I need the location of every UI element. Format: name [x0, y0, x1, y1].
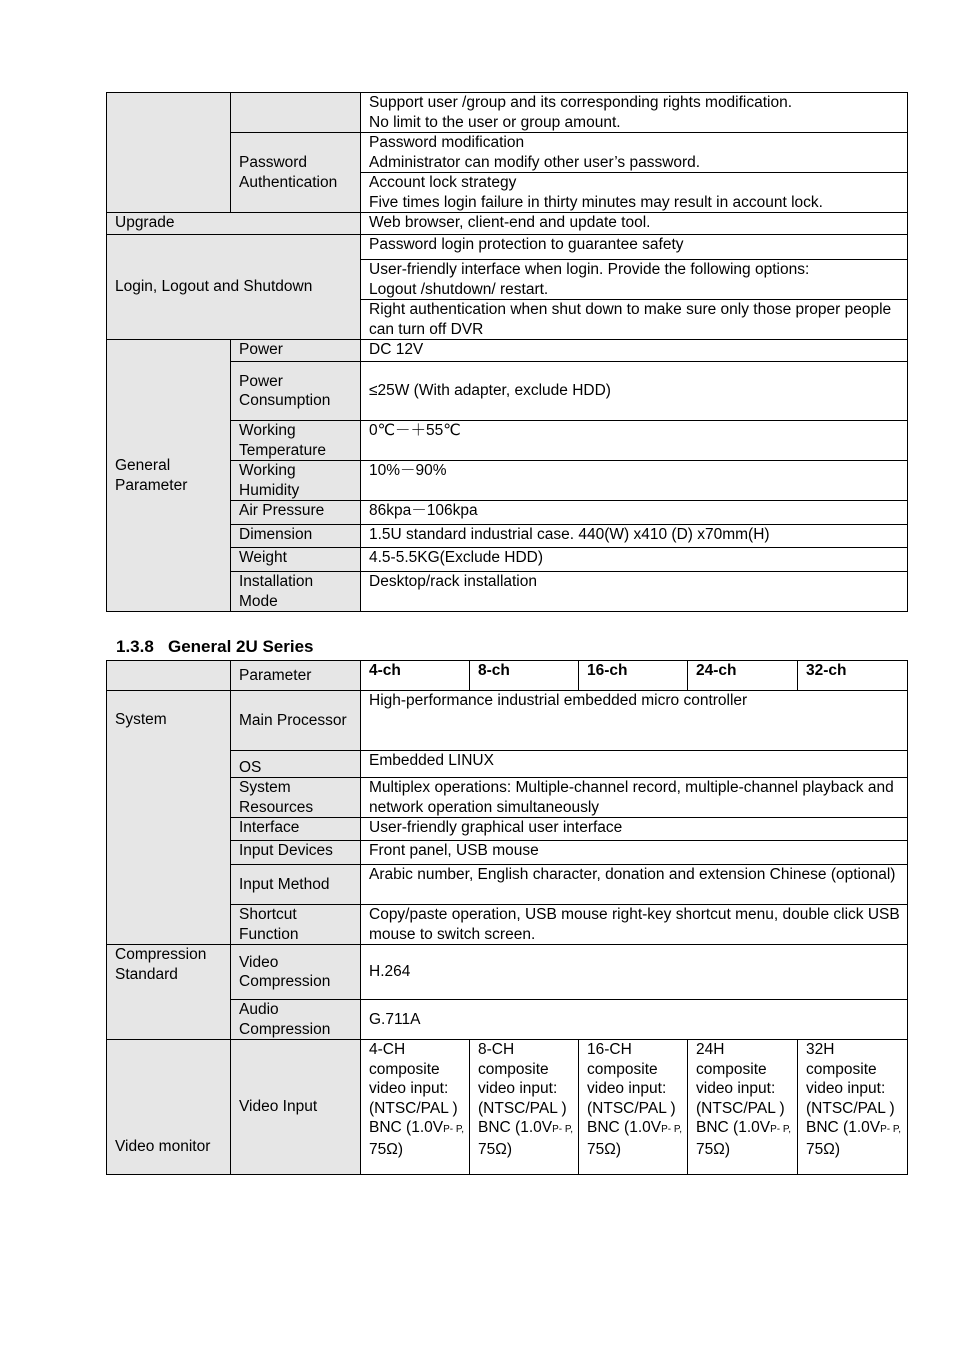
param-working-humidity: Working Humidity: [231, 461, 361, 501]
vi-tail: 75Ω): [478, 1140, 512, 1158]
spec-table-2u: [106, 660, 908, 1175]
vi-main: 24H composite video input: (NTSC/PAL ) BNC (1.0V: [696, 1041, 785, 1136]
param-power: Power: [231, 340, 361, 362]
lock-line-1: Account lock strategy: [369, 174, 517, 191]
upgrade-value: Web browser, client-end and update tool.: [361, 213, 908, 235]
header-channel: 24-ch: [688, 661, 798, 691]
header-channel: 4-ch: [361, 661, 470, 691]
user-group-line-1: Support user /group and its corresponding rights modification.: [369, 94, 793, 111]
general-parameter-label: General Parameter: [107, 340, 231, 612]
vi-tail: 75Ω): [369, 1140, 403, 1158]
value-os: Embedded LINUX: [361, 751, 908, 778]
vi-tail: 75Ω): [806, 1140, 840, 1158]
header-parameter: Parameter: [231, 661, 361, 691]
user-group-line-2: No limit to the user or group amount.: [369, 113, 621, 131]
vi-main: 16-CH composite video input: (NTSC/PAL ) BNC (1.0V: [587, 1041, 676, 1136]
param-main-processor: Main Processor: [231, 691, 361, 751]
login-value-2: [361, 260, 908, 300]
param-audio-compression: Audio Compression: [231, 1000, 361, 1040]
vi-sub: P- P,: [443, 1124, 465, 1135]
login-line-2a: User-friendly interface when login. Provide the following options:: [369, 261, 810, 278]
value-video-compression: H.264: [361, 945, 908, 1000]
value-system-resources: Multiplex operations: Multiple-channel record, multiple-channel playback and network operation simultaneously: [361, 778, 908, 818]
section-heading: 1.3.8 General 2U Series: [116, 637, 314, 656]
value-audio-compression: G.711A: [361, 1000, 908, 1040]
header-channel: 32-ch: [798, 661, 908, 691]
param-interface: Interface: [231, 818, 361, 841]
value-working-humidity: 10%－90%: [361, 461, 908, 501]
system-label: System: [107, 691, 231, 945]
header-channel: 8-ch: [470, 661, 579, 691]
value-installation-mode: Desktop/rack installation: [361, 572, 908, 612]
param-installation-mode: Installation Mode: [231, 572, 361, 612]
header-empty-cell: [107, 661, 231, 691]
value-main-processor: High-performance industrial embedded micro controller: [361, 691, 908, 751]
login-line-2b: Logout /shutdown/ restart.: [369, 280, 549, 298]
video-input-16ch: [579, 1040, 688, 1175]
login-logout-shutdown-label: Login, Logout and Shutdown: [107, 235, 361, 340]
value-air-pressure: 86kpa－106kpa: [361, 501, 908, 525]
vi-sub: P- P,: [552, 1124, 574, 1135]
vi-main: 32H composite video input: (NTSC/PAL ) BNC (1.0V: [806, 1041, 895, 1136]
param-working-temperature: Working Temperature: [231, 421, 361, 461]
login-value-1: Password login protection to guarantee safety: [361, 235, 908, 260]
vi-tail: 75Ω): [587, 1140, 621, 1158]
value-weight: 4.5-5.5KG(Exclude HDD): [361, 548, 908, 572]
value-working-temperature: 0℃－＋55℃: [361, 421, 908, 461]
param-video-compression: Video Compression: [231, 945, 361, 1000]
video-input-8ch: [470, 1040, 579, 1175]
video-input-4ch: [361, 1040, 470, 1175]
account-lock-cell: [361, 173, 908, 213]
lock-line-2: Five times login failure in thirty minutes may result in account lock.: [369, 193, 823, 211]
param-dimension: Dimension: [231, 525, 361, 548]
user-group-cell: [361, 93, 908, 133]
spec-table-1u: [106, 92, 908, 612]
param-air-pressure: Air Pressure: [231, 501, 361, 525]
password-authentication-label: Password Authentication: [231, 133, 361, 213]
video-monitor-label: Video monitor: [107, 1040, 231, 1175]
param-power-consumption: Power Consumption: [231, 362, 361, 421]
value-input-method: Arabic number, English character, donation and extension Chinese (optional): [361, 865, 908, 905]
param-input-method: Input Method: [231, 865, 361, 905]
value-power-consumption: ≤25W (With adapter, exclude HDD): [361, 362, 908, 421]
video-input-24ch: [688, 1040, 798, 1175]
param-shortcut-function: Shortcut Function: [231, 905, 361, 945]
vi-main: 4-CH composite video input: (NTSC/PAL ) BNC (1.0V: [369, 1041, 458, 1136]
header-channel: 16-ch: [579, 661, 688, 691]
value-power: DC 12V: [361, 340, 908, 362]
vi-sub: P- P,: [661, 1124, 683, 1135]
empty-category-cell: [107, 93, 231, 213]
param-video-input: Video Input: [231, 1040, 361, 1175]
value-interface: User-friendly graphical user interface: [361, 818, 908, 841]
empty-param-cell: [231, 93, 361, 133]
password-modification-cell: [361, 133, 908, 173]
value-dimension: 1.5U standard industrial case. 440(W) x410 (D) x70mm(H): [361, 525, 908, 548]
pwd-mod-line-2: Administrator can modify other user’s password.: [369, 153, 701, 171]
vi-sub: P- P,: [880, 1124, 902, 1135]
vi-sub: P- P,: [770, 1124, 792, 1135]
vi-main: 8-CH composite video input: (NTSC/PAL ) BNC (1.0V: [478, 1041, 567, 1136]
pwd-mod-line-1: Password modification: [369, 134, 525, 151]
value-shortcut-function: Copy/paste operation, USB mouse right-key shortcut menu, double click USB mouse to switch screen.: [361, 905, 908, 945]
param-os: OS: [231, 751, 361, 778]
param-input-devices: Input Devices: [231, 841, 361, 865]
login-value-3: Right authentication when shut down to make sure only those proper people can turn off DVR: [361, 300, 908, 340]
param-system-resources: System Resources: [231, 778, 361, 818]
video-input-32ch: [798, 1040, 908, 1175]
value-input-devices: Front panel, USB mouse: [361, 841, 908, 865]
vi-tail: 75Ω): [696, 1140, 730, 1158]
param-weight: Weight: [231, 548, 361, 572]
upgrade-label: Upgrade: [107, 213, 361, 235]
compression-standard-label: Compression Standard: [107, 945, 231, 1040]
